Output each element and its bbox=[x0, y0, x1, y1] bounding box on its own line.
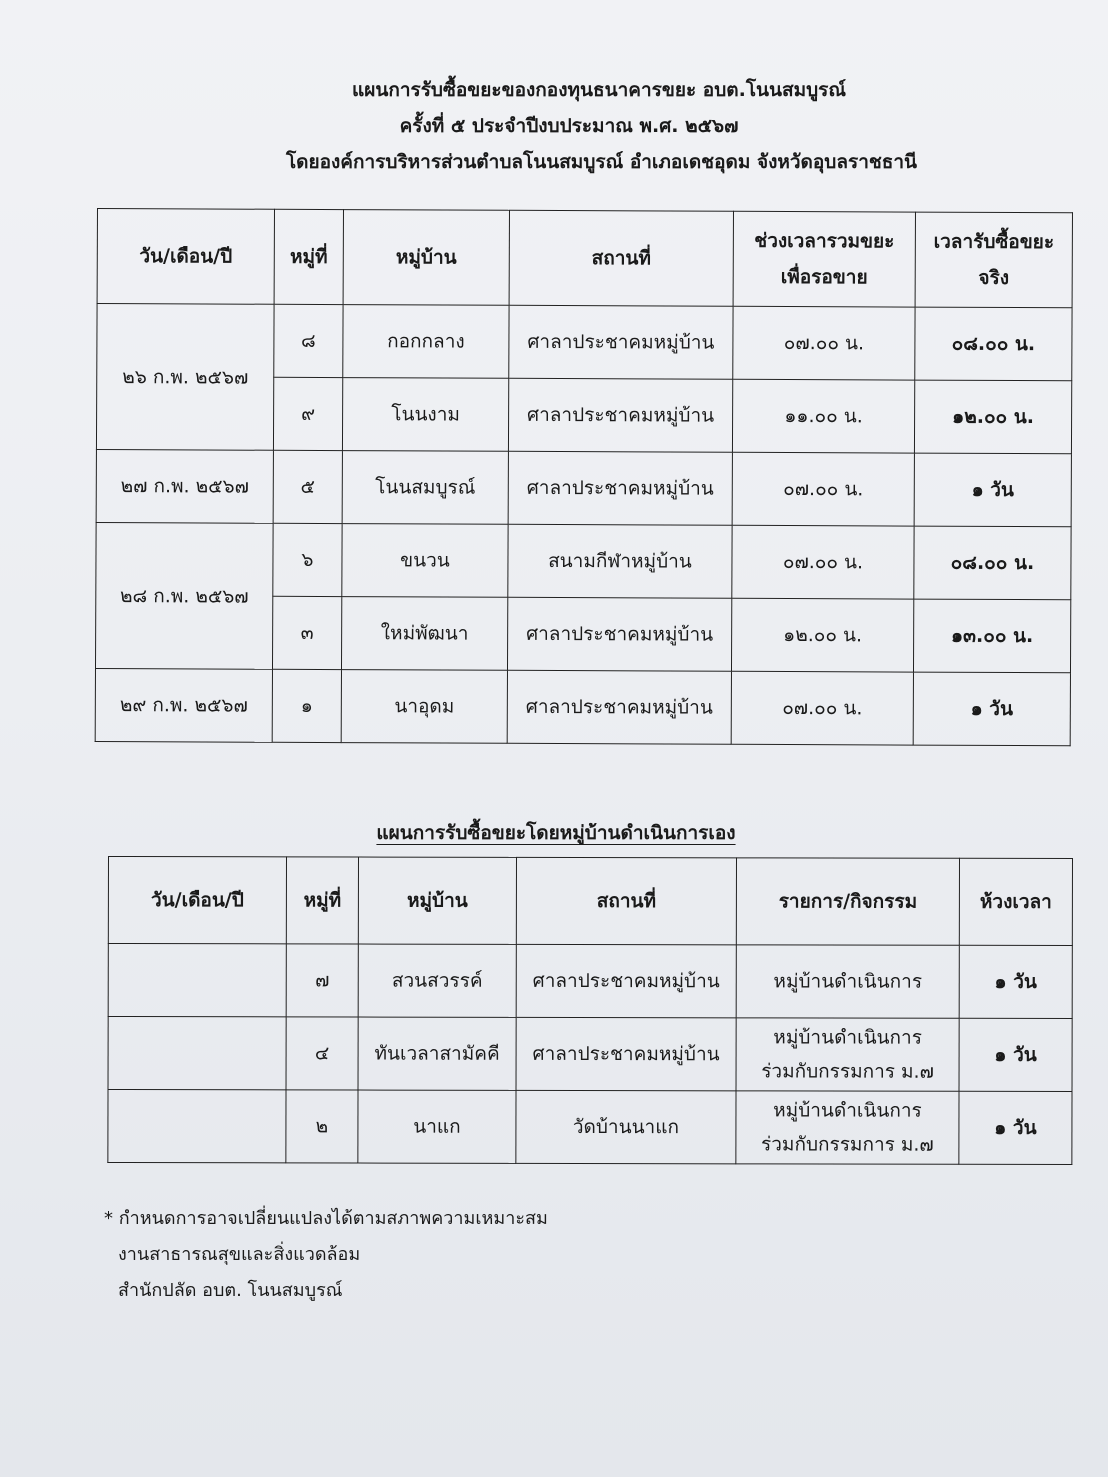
moo-cell: ๔ bbox=[286, 1017, 358, 1090]
header-buy-time: เวลารับซื้อขยะ จริง bbox=[915, 212, 1072, 308]
header-round: ครั้งที่ ๕ ประจำปีงบประมาณ พ.ศ. ๒๕๖๗ bbox=[399, 115, 739, 137]
moo-cell: ๙ bbox=[273, 377, 342, 450]
buy-time-cell: ๑๓.๐๐ น. bbox=[913, 599, 1070, 673]
moo-cell: ๓ bbox=[272, 596, 341, 669]
place-cell: ศาลาประชาคมหมู่บ้าน bbox=[508, 451, 732, 525]
activity-cell: หมู่บ้านดำเนินการ ร่วมกับกรรมการ ม.๗ bbox=[736, 1091, 959, 1164]
section-title: แผนการรับซื้อขยะโดยหมู่บ้านดำเนินการเอง bbox=[376, 822, 736, 844]
date-cell: ๒๙ ก.พ. ๒๕๖๗ bbox=[95, 668, 272, 742]
gather-time-cell: ๐๗.๐๐ น. bbox=[732, 525, 914, 599]
table-row bbox=[95, 668, 1070, 745]
gather-time-cell: ๑๑.๐๐ น. bbox=[732, 379, 914, 453]
village-cell: ทันเวลาสามัคคี bbox=[358, 1017, 516, 1090]
table-row bbox=[108, 1017, 1072, 1092]
place-cell: ศาลาประชาคมหมู่บ้าน bbox=[508, 378, 732, 452]
buy-time-cell: ๑ วัน bbox=[913, 672, 1070, 746]
table-row bbox=[108, 944, 1072, 1019]
moo-cell: ๕ bbox=[273, 450, 342, 523]
village-self-managed-table bbox=[107, 856, 1073, 1165]
header-gather-time: ช่วงเวลารวมขยะ เพื่อรอขาย bbox=[733, 211, 915, 307]
village-cell: สวนสวรรค์ bbox=[358, 944, 516, 1017]
date-cell bbox=[108, 1017, 286, 1090]
buying-schedule-table bbox=[95, 208, 1073, 746]
place-cell: ศาลาประชาคมหมู่บ้าน bbox=[516, 944, 736, 1017]
gather-time-cell: ๐๗.๐๐ น. bbox=[732, 452, 914, 526]
table-row bbox=[108, 1090, 1072, 1165]
header-date: วัน/เดือน/ปี bbox=[108, 857, 286, 944]
place-cell: วัดบ้านนาแก bbox=[516, 1090, 736, 1163]
header-moo: หมู่ที่ bbox=[274, 209, 343, 304]
header-period: ห้วงเวลา bbox=[959, 858, 1072, 945]
place-cell: ศาลาประชาคมหมู่บ้าน bbox=[516, 1017, 736, 1090]
buy-time-cell: ๐๘.๐๐ น. bbox=[914, 526, 1071, 600]
header-organization: โดยองค์การบริหารส่วนตำบลโนนสมบูรณ์ อำเภอเดชอุดม จังหวัดอุบลราชธานี bbox=[285, 151, 918, 173]
village-cell: นาอุดม bbox=[341, 670, 507, 744]
header-title: แผนการรับซื้อขยะของกองทุนธนาคารขยะ อบต.โนนสมบูรณ์ bbox=[351, 79, 847, 101]
note-schedule-change: * กำหนดการอาจเปลี่ยนแปลงได้ตามสภาพความเหมาะสม bbox=[104, 1208, 548, 1229]
table-header-row bbox=[108, 857, 1072, 946]
place-cell: ศาลาประชาคมหมู่บ้าน bbox=[507, 670, 731, 744]
date-cell: ๒๗ ก.พ. ๒๕๖๗ bbox=[96, 449, 273, 523]
moo-cell: ๖ bbox=[273, 523, 342, 596]
village-cell: นาแก bbox=[358, 1090, 516, 1163]
village-cell: โนนสมบูรณ์ bbox=[342, 451, 508, 525]
gather-time-cell: ๐๗.๐๐ น. bbox=[731, 671, 913, 745]
header-place: สถานที่ bbox=[516, 857, 736, 944]
header-moo: หมู่ที่ bbox=[286, 857, 358, 944]
village-cell: โนนงาม bbox=[342, 378, 508, 452]
village-cell: กอกกลาง bbox=[343, 305, 509, 379]
note-department: งานสาธารณสุขและสิ่งแวดล้อม bbox=[118, 1244, 361, 1265]
moo-cell: ๗ bbox=[286, 944, 358, 1017]
activity-cell: หมู่บ้านดำเนินการ ร่วมกับกรรมการ ม.๗ bbox=[736, 1018, 959, 1091]
moo-cell: ๒ bbox=[286, 1090, 358, 1163]
buy-time-cell: ๐๘.๐๐ น. bbox=[915, 307, 1072, 381]
date-cell bbox=[108, 944, 286, 1017]
period-cell: ๑ วัน bbox=[959, 945, 1072, 1018]
moo-cell: ๑ bbox=[272, 669, 341, 742]
document-header bbox=[0, 72, 1108, 180]
gather-time-cell: ๐๗.๐๐ น. bbox=[733, 306, 915, 380]
table-row bbox=[96, 449, 1071, 526]
place-cell: ศาลาประชาคมหมู่บ้าน bbox=[509, 305, 733, 379]
date-cell: ๒๖ ก.พ. ๒๕๖๗ bbox=[96, 304, 274, 451]
gather-time-cell: ๑๒.๐๐ น. bbox=[731, 598, 913, 672]
village-cell: ขนวน bbox=[342, 524, 508, 598]
header-village: หมู่บ้าน bbox=[343, 210, 509, 306]
header-activity: รายการ/กิจกรรม bbox=[736, 858, 959, 945]
date-cell bbox=[108, 1090, 286, 1163]
table-header-row bbox=[97, 209, 1072, 308]
note-office: สำนักปลัด อบต. โนนสมบูรณ์ bbox=[118, 1280, 343, 1301]
header-place: สถานที่ bbox=[509, 210, 733, 306]
buy-time-cell: ๑๒.๐๐ น. bbox=[914, 380, 1071, 454]
activity-cell: หมู่บ้านดำเนินการ bbox=[736, 945, 959, 1018]
period-cell: ๑ วัน bbox=[959, 1018, 1072, 1091]
table-row bbox=[96, 522, 1071, 599]
footer-notes bbox=[104, 1201, 548, 1309]
date-cell: ๒๘ ก.พ. ๒๕๖๗ bbox=[95, 522, 273, 669]
table-row bbox=[97, 304, 1072, 381]
place-cell: ศาลาประชาคมหมู่บ้าน bbox=[507, 597, 731, 671]
moo-cell: ๘ bbox=[274, 304, 343, 377]
place-cell: สนามกีฬาหมู่บ้าน bbox=[508, 524, 732, 598]
header-date: วัน/เดือน/ปี bbox=[97, 209, 274, 305]
village-cell: ใหม่พัฒนา bbox=[341, 597, 507, 671]
buy-time-cell: ๑ วัน bbox=[914, 453, 1071, 527]
header-village: หมู่บ้าน bbox=[358, 857, 516, 944]
period-cell: ๑ วัน bbox=[959, 1091, 1072, 1164]
